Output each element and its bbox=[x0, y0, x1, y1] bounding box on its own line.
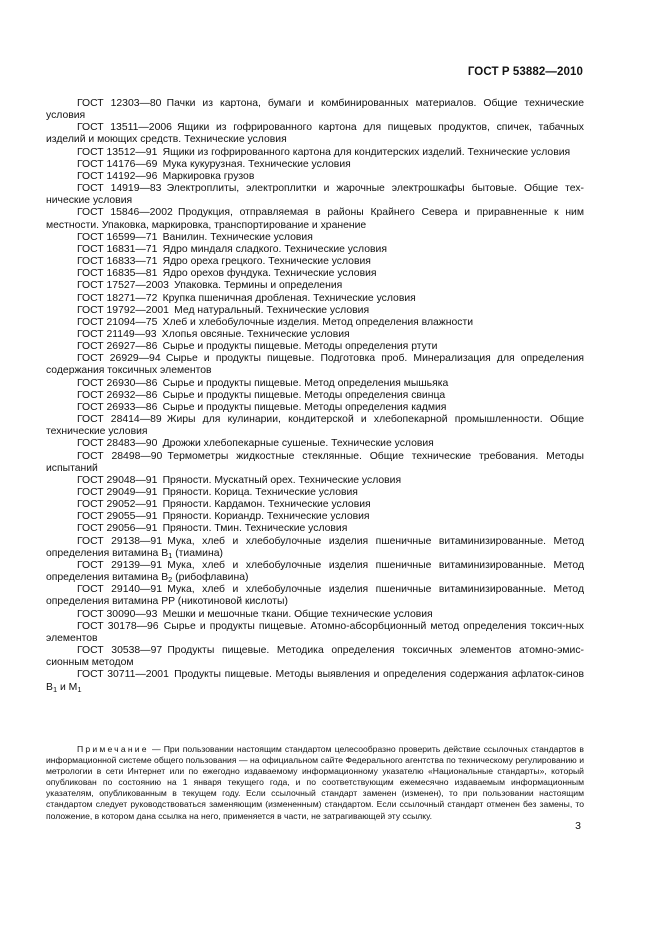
reference-item bbox=[46, 390, 584, 402]
reference-title: Мед натуральный. Технические условия bbox=[174, 304, 370, 316]
reference-code: ГОСТ 26930—86 bbox=[77, 377, 158, 389]
page-header: ГОСТ Р 53882—2010 bbox=[467, 66, 583, 78]
reference-title: Ящики из гофрированного картона для пищевых продуктов, спичек, табачных изделий и моющих средств. Технические условия bbox=[46, 122, 584, 146]
reference-item bbox=[46, 402, 584, 414]
reference-item bbox=[46, 353, 584, 377]
reference-code: ГОСТ 28414—89 bbox=[77, 414, 162, 426]
reference-title: Ящики из гофрированного картона для кондитерских изделий. Технические условия bbox=[162, 146, 571, 158]
reference-item bbox=[46, 98, 584, 122]
reference-code: ГОСТ 26932—86 bbox=[77, 389, 158, 401]
reference-title: Мука, хлеб и хлебобулочные изделия пшеничные витаминизированные. Метод определения витамина PP (никотиновой кислоты) bbox=[46, 584, 585, 608]
reference-item bbox=[46, 305, 584, 317]
reference-code: ГОСТ 13511—2006 bbox=[77, 122, 172, 134]
reference-title: Крупка пшеничная дробленая. Технические условия bbox=[162, 292, 416, 304]
reference-code: ГОСТ 14919—83 bbox=[77, 183, 162, 195]
reference-title: Хлопья овсяные. Технические условия bbox=[161, 328, 350, 340]
reference-title: Продукты пищевые. Методика определения токсичных элементов атомно-эмис-сионным методом bbox=[46, 645, 584, 669]
reference-code: ГОСТ 28498—90 bbox=[77, 450, 163, 462]
reference-code: ГОСТ 29052—91 bbox=[77, 499, 158, 511]
reference-code: ГОСТ 29056—91 bbox=[77, 523, 158, 535]
reference-code: ГОСТ 29055—91 bbox=[77, 511, 158, 523]
note-paragraph bbox=[46, 744, 584, 822]
reference-item bbox=[46, 122, 584, 146]
subscript: 1 bbox=[168, 550, 173, 560]
reference-code: ГОСТ 14192—96 bbox=[77, 170, 158, 182]
reference-item bbox=[46, 378, 584, 390]
reference-item bbox=[46, 244, 584, 256]
reference-title: Маркировка грузов bbox=[162, 170, 255, 182]
reference-item bbox=[46, 451, 584, 475]
reference-item bbox=[46, 523, 584, 535]
reference-item bbox=[46, 256, 584, 268]
reference-title: Мука, хлеб и хлебобулочные изделия пшеничные витаминизированные. Метод определения витамина B bbox=[46, 535, 585, 559]
reference-code: ГОСТ 15846—2002 bbox=[77, 207, 173, 219]
reference-code: ГОСТ 14176—69 bbox=[77, 158, 158, 170]
normative-references-list bbox=[46, 98, 584, 694]
reference-title: Мука, хлеб и хлебобулочные изделия пшеничные витаминизированные. Метод определения витамина B bbox=[46, 559, 585, 584]
note-text: — При пользовании настоящим стандартом целесообразно проверить действие ссылочных стандартов в информационной системе общего пользования — на официальном сайте Федерального агентства по техническому регулированию и метрологии в сети Интернет или по ежегодно издаваемому информационному указателю «Национальные стандарты», который опубликован по состоянию на 1 января текущего года, и по соответствующим ежемесячно издаваемым информационным указателям, опубликованным в текущем году. Если ссылочный стандарт заменен (изменен), то при пользовании настоящим стандартом следует руководствоваться заменяющим (измененным) стандартом. Если ссылочный стандарт отменен без замены, то положение, в котором дана ссылка на него, применяется в части, не затрагивающей эту ссылку. bbox=[46, 744, 584, 821]
reference-title: Пряности. Кориандр. Технические условия bbox=[162, 511, 370, 523]
reference-code: ГОСТ 29048—91 bbox=[77, 474, 158, 486]
reference-code: ГОСТ 29049—91 bbox=[77, 487, 158, 498]
reference-item bbox=[46, 499, 584, 511]
reference-title: Хлеб и хлебобулочные изделия. Метод определения влажности bbox=[162, 316, 474, 328]
reference-title: Ядро ореха грецкого. Технические условия bbox=[162, 256, 371, 268]
reference-item bbox=[46, 487, 584, 499]
subscript: 1 bbox=[52, 684, 58, 694]
page-number: 3 bbox=[575, 820, 581, 832]
reference-code: ГОСТ 18271—72 bbox=[77, 292, 158, 304]
reference-title: Упаковка. Термины и определения bbox=[174, 280, 343, 292]
reference-code: ГОСТ 26927—86 bbox=[77, 341, 158, 353]
reference-title: Сырье и продукты пищевые. Подготовка проб. Минерализация для определения содержания токсичных элементов bbox=[46, 353, 584, 377]
reference-code: ГОСТ 16599—71 bbox=[77, 231, 158, 243]
reference-code: ГОСТ 30711—2001 bbox=[77, 669, 169, 681]
reference-item bbox=[46, 317, 584, 329]
reference-code: ГОСТ 30178—96 bbox=[77, 620, 159, 632]
reference-code: ГОСТ 17527—2003 bbox=[77, 280, 169, 292]
reference-title: Ванилин. Технические условия bbox=[162, 231, 313, 243]
reference-item bbox=[46, 341, 584, 353]
reference-title: Сырье и продукты пищевые. Методы определения ртути bbox=[162, 341, 438, 353]
reference-item bbox=[46, 232, 584, 244]
reference-item bbox=[46, 560, 584, 584]
reference-code: ГОСТ 19792—2001 bbox=[77, 304, 169, 316]
reference-code: ГОСТ 21094—75 bbox=[77, 316, 158, 328]
subscript: 2 bbox=[168, 575, 173, 585]
reference-title: Электроплиты, электроплитки и жарочные электрошкафы бытовые. Общие тех-нические условия bbox=[46, 183, 584, 207]
reference-item bbox=[46, 669, 584, 693]
reference-title: Дрожжи хлебопекарные сушеные. Технические условия bbox=[162, 438, 434, 450]
reference-item bbox=[46, 147, 584, 159]
reference-title: Продукция, отправляемая в районы Крайнего Севера и приравненные к ним местности. Упаковка, маркировка, транспортирование и хранение bbox=[46, 207, 585, 231]
reference-code: ГОСТ 12303—80 bbox=[77, 98, 162, 109]
reference-title-tail: (рибофлавина) bbox=[172, 572, 249, 584]
reference-code: ГОСТ 16835—81 bbox=[77, 268, 158, 280]
reference-code: ГОСТ 29140—91 bbox=[77, 584, 162, 596]
reference-item bbox=[46, 536, 584, 560]
reference-item bbox=[46, 159, 584, 171]
reference-title: Пряности. Тмин. Технические условия bbox=[162, 523, 348, 535]
reference-title: Сырье и продукты пищевые. Методы определения кадмия bbox=[162, 401, 447, 413]
reference-item bbox=[46, 645, 584, 669]
reference-title: Сырье и продукты пищевые. Атомно-абсорбционный метод определения токсич-ных элементов bbox=[46, 620, 585, 644]
reference-title: Ядро орехов фундука. Технические условия bbox=[162, 268, 377, 280]
reference-item bbox=[46, 475, 584, 487]
reference-title: Пряности. Корица. Технические условия bbox=[162, 487, 358, 498]
reference-code: ГОСТ 29139—91 bbox=[77, 559, 162, 571]
reference-item bbox=[46, 293, 584, 305]
reference-title: Пряности. Мускатный орех. Технические условия bbox=[162, 474, 402, 486]
reference-title: Сырье и продукты пищевые. Метод определения мышьяка bbox=[162, 377, 449, 389]
reference-item bbox=[46, 329, 584, 341]
reference-item bbox=[46, 280, 584, 292]
reference-code: ГОСТ 30538—97 bbox=[77, 645, 163, 657]
reference-item bbox=[46, 183, 584, 207]
reference-code: ГОСТ 16831—71 bbox=[77, 243, 158, 255]
reference-item bbox=[46, 511, 584, 523]
reference-code: ГОСТ 21149—93 bbox=[77, 328, 157, 340]
reference-item bbox=[46, 414, 584, 438]
reference-code: ГОСТ 28483—90 bbox=[77, 438, 158, 450]
reference-item bbox=[46, 268, 584, 280]
reference-code: ГОСТ 13512—91 bbox=[77, 146, 158, 158]
note-label: Примечание bbox=[77, 744, 149, 754]
reference-title-tail: и M bbox=[57, 681, 78, 693]
reference-item bbox=[46, 438, 584, 450]
reference-code: ГОСТ 26933—86 bbox=[77, 401, 158, 413]
reference-code: ГОСТ 26929—94 bbox=[77, 353, 161, 365]
reference-code: ГОСТ 16833—71 bbox=[77, 256, 158, 268]
subscript: 1 bbox=[77, 684, 82, 694]
reference-item bbox=[46, 584, 584, 608]
reference-item bbox=[46, 171, 584, 183]
reference-item bbox=[46, 207, 584, 231]
reference-title: Термометры жидкостные стеклянные. Общие технические требования. Методы испытаний bbox=[46, 450, 585, 474]
reference-title: Мука кукурузная. Технические условия bbox=[162, 158, 351, 170]
reference-code: ГОСТ 29138—91 bbox=[77, 535, 162, 547]
reference-title-tail: (тиамина) bbox=[172, 547, 223, 559]
reference-title: Мешки и мешочные ткани. Общие технические условия bbox=[162, 608, 433, 620]
reference-title: Жиры для кулинарии, кондитерской и хлебопекарной промышленности. Общие технические условия bbox=[46, 414, 585, 438]
reference-title: Продукты пищевые. Методы выявления и определения содержания афлаток-синов B bbox=[46, 669, 584, 693]
reference-item bbox=[46, 621, 584, 645]
reference-title: Пряности. Кардамон. Технические условия bbox=[162, 499, 371, 511]
reference-title: Сырье и продукты пищевые. Методы определения свинца bbox=[162, 389, 446, 401]
reference-title: Пачки из картона, бумаги и комбинированных материалов. Общие технические условия bbox=[46, 98, 584, 122]
reference-item bbox=[46, 609, 584, 621]
reference-code: ГОСТ 30090—93 bbox=[77, 608, 158, 620]
reference-title: Ядро миндаля сладкого. Технические условия bbox=[162, 243, 387, 255]
